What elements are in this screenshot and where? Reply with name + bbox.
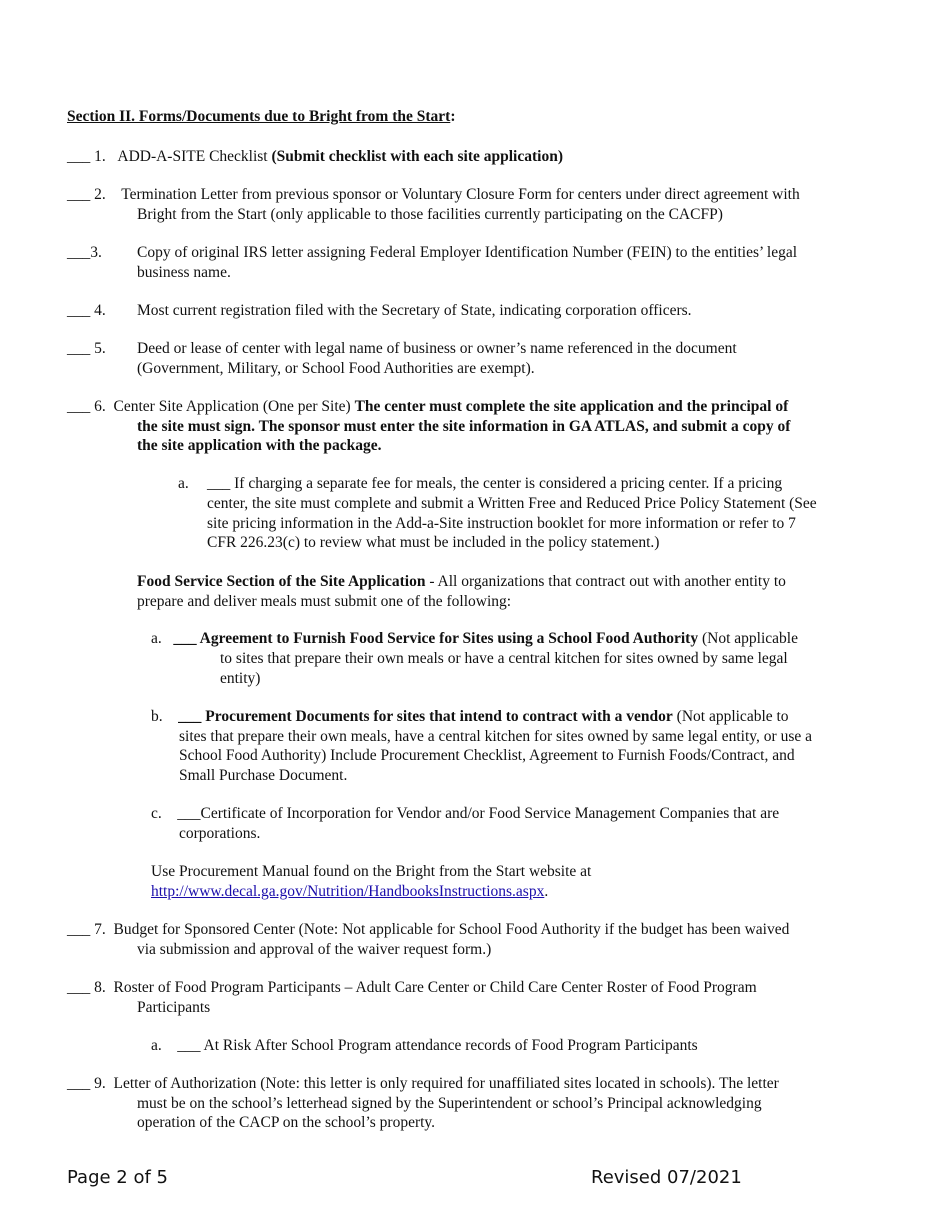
checklist-item-7-cont: via submission and approval of the waiver request form.) (137, 941, 492, 958)
checklist-item-6: ___ 6. Center Site Application (One per Site) The center must complete the site application and the principal of (67, 398, 789, 415)
food-subitem-b-line4: Small Purchase Document. (179, 767, 348, 784)
checklist-item-8-cont: Participants (137, 999, 211, 1016)
checklist-item-1: ___ 1. ADD-A-SITE Checklist (Submit checklist with each site application) (67, 148, 563, 165)
subitem-8a: a. ___ At Risk After School Program attendance records of Food Program Participants (151, 1037, 698, 1054)
food-subitem-c-line2: corporations. (179, 825, 261, 842)
checklist-item-7: ___ 7. Budget for Sponsored Center (Note: Not applicable for School Food Authority if the budget has been waived (67, 921, 790, 938)
checklist-item-6-cont: the site must sign. The sponsor must enter the site information in GA ATLAS, and submit a copy of (137, 418, 791, 435)
checklist-item-3: Copy of original IRS letter assigning Federal Employer Identification Number (FEIN) to the entities’ legal (137, 244, 798, 261)
food-subitem-a-line2: to sites that prepare their own meals or have a central kitchen for sites owned by same legal (220, 650, 788, 667)
checklist-item-3-cont: business name. (137, 264, 231, 281)
item-number: ___ 1. (67, 148, 106, 165)
checklist-item-8: ___ 8. Roster of Food Program Participants – Adult Care Center or Child Care Center Roster of Food Program (67, 979, 757, 996)
checklist-item-5: Deed or lease of center with legal name of business or owner’s name referenced in the document (137, 340, 737, 357)
item-number: ___ 4. (67, 302, 106, 319)
item-number: ___ 6. (67, 398, 106, 415)
page-number: Page 2 of 5 (67, 1167, 168, 1188)
subitem-6a-line3: site pricing information in the Add-a-Site instruction booklet for more information or refer to 7 (207, 515, 796, 532)
food-subitem-c: c. ___Certificate of Incorporation for Vendor and/or Food Service Management Companies that are (151, 805, 780, 822)
food-service-intro-cont: prepare and deliver meals must submit one of the following: (137, 593, 512, 610)
food-subitem-b-line3: School Food Authority) Include Procurement Checklist, Agreement to Furnish Foods/Contract, and (179, 747, 795, 764)
subitem-6a-line2: center, the site must complete and submit a Written Free and Reduced Price Policy Statement (See (207, 495, 817, 512)
item-number: ___ 5. (67, 340, 106, 357)
procurement-link-line: http://www.decal.ga.gov/Nutrition/HandbooksInstructions.aspx. (151, 883, 549, 900)
checklist-item-6-cont2: the site application with the package. (137, 437, 382, 454)
item-number: ___ 7. (67, 921, 106, 938)
revision-date: Revised 07/2021 (591, 1167, 742, 1188)
checklist-item-4: Most current registration filed with the Secretary of State, indicating corporation officers. (137, 302, 692, 319)
item-number: ___ 9. (67, 1075, 106, 1092)
subitem-label: a. (178, 475, 189, 492)
food-subitem-a: a. ___ Agreement to Furnish Food Service for Sites using a School Food Authority (Not applicable (151, 630, 798, 647)
item-number: ___ 2. (67, 186, 106, 203)
section-heading: Section II. Forms/Documents due to Bright from the Start: (67, 108, 456, 125)
checklist-item-9-cont: must be on the school’s letterhead signed by the Superintendent or school’s Principal acknowledging (137, 1095, 762, 1112)
food-subitem-b-line2: sites that prepare their own meals, have a central kitchen for sites owned by same legal entity, or use a (179, 728, 812, 745)
checklist-item-2-cont: Bright from the Start (only applicable to those facilities currently participating on the CACFP) (137, 206, 723, 223)
checklist-item-5-cont: (Government, Military, or School Food Authorities are exempt). (137, 360, 535, 377)
item-number: ___3. (67, 244, 102, 261)
food-subitem-b: b. ___ Procurement Documents for sites that intend to contract with a vendor (Not applicable to (151, 708, 789, 725)
subitem-6a-line4: CFR 226.23(c) to review what must be included in the policy statement.) (207, 534, 660, 551)
procurement-manual-link[interactable]: http://www.decal.ga.gov/Nutrition/HandbooksInstructions.aspx (151, 883, 545, 900)
checklist-item-9: ___ 9. Letter of Authorization (Note: this letter is only required for unaffiliated sites located in schools). The letter (67, 1075, 779, 1092)
checklist-item-2: ___ 2. Termination Letter from previous sponsor or Voluntary Closure Form for centers under direct agreement with (67, 186, 800, 203)
subitem-6a: ___ If charging a separate fee for meals, the center is considered a pricing center. If a pricing (207, 475, 783, 492)
food-subitem-a-line3: entity) (220, 670, 261, 687)
procurement-note: Use Procurement Manual found on the Bright from the Start website at (151, 863, 592, 880)
checklist-item-9-cont2: operation of the CACP on the school’s property. (137, 1114, 436, 1131)
food-service-intro: Food Service Section of the Site Application - All organizations that contract out with another entity to (137, 573, 786, 590)
item-number: ___ 8. (67, 979, 106, 996)
